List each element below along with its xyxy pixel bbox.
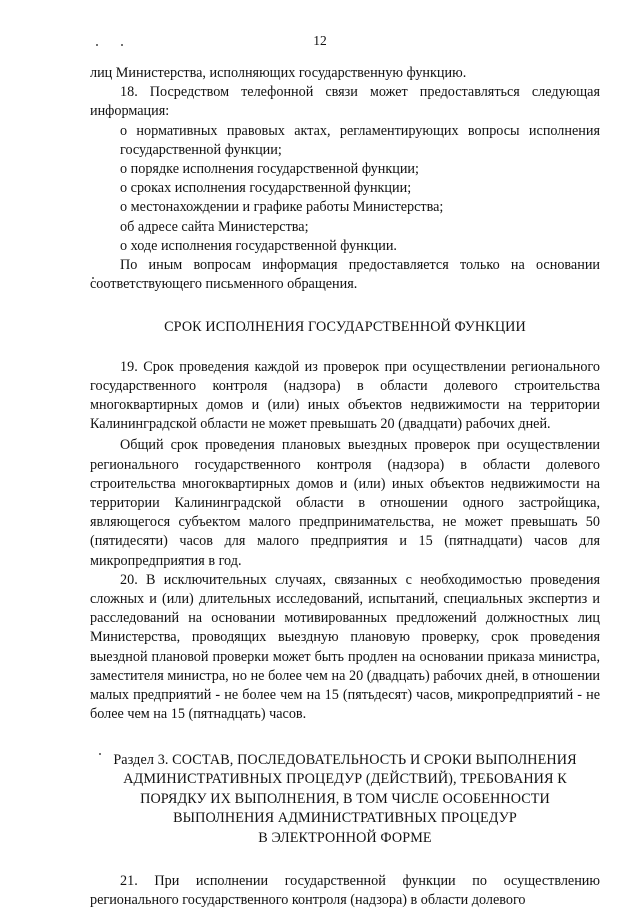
section-3-heading — [90, 751, 600, 849]
list-item: о порядке исполнения государственной функции; — [120, 161, 419, 178]
paragraph-21: 21. При исполнении государственной функции по осуществлению регионального государственного контроля (надзора) в области долевого — [90, 873, 600, 909]
section-deadline-heading — [90, 318, 600, 337]
scan-speck — [121, 44, 123, 46]
document-body — [90, 64, 600, 910]
section-3-heading-line: ВЫПОЛНЕНИЯ АДМИНИСТРАТИВНЫХ ПРОЦЕДУР — [173, 810, 517, 826]
list-item: о нормативных правовых актах, регламентирующих вопросы исполнения государственной функции; — [120, 122, 600, 158]
scan-speck — [96, 44, 98, 46]
paragraph-18-end: По иным вопросам информация предоставляется только на основании соответствующего письменного обращения. — [90, 257, 600, 293]
info-list — [90, 122, 600, 256]
paragraph-18-intro: 18. Посредством телефонной связи может предоставляться следующая информация: — [90, 84, 600, 120]
list-item: о местонахождении и графике работы Министерства; — [120, 199, 444, 216]
list-item: о сроках исполнения государственной функции; — [120, 180, 412, 197]
paragraph-continuation: лиц Министерства, исполняющих государственную функцию. — [90, 65, 467, 81]
paragraph-20: 20. В исключительных случаях, связанных с необходимостью проведения сложных и (или) длительных исследований, испытаний, специальных экспертиз и расследований на основании мотивированных предложений должностных лиц Министерства, проводящих выездную плановую проверку, срок проведения выездной плановой проверки может быть продлен на основании приказа министра, заместителя министра, но не более чем на 20 (двадцать) рабочих дней, в отношении малых предприятий - не более чем на 15 (пятьдесят) часов, микропредприятий - не более чем на 15 (пятнадцать) часов. — [90, 571, 600, 723]
page-number: 12 — [313, 33, 327, 48]
list-item: об адресе сайта Министерства; — [120, 218, 309, 235]
paragraph-19-second: Общий срок проведения плановых выездных проверок при осуществлении регионального государственного контроля (надзора) в области долевого строительства многоквартирных домов и (или) иных объектов недвижимости на территории Калининградской области в отношении одного застройщика, являющегося субъектом малого предпринимательства, не может превышать 50 (пятидесяти) часов для малого предприятия и 15 (пятнадцати) часов для микропредприятия в год. — [90, 437, 600, 569]
section-3-heading-line: АДМИНИСТРАТИВНЫХ ПРОЦЕДУР (ДЕЙСТВИЙ), ТРЕБОВАНИЯ К — [123, 771, 567, 787]
section-title: СРОК ИСПОЛНЕНИЯ ГОСУДАРСТВЕННОЙ ФУНКЦИИ — [164, 319, 526, 336]
paragraph-19: 19. Срок проведения каждой из проверок при осуществлении регионального государственного контроля (надзора) в области долевого строительства многоквартирных домов и (или) иных объектов недвижимости на территории Калининградской области не может превышать 20 (двадцати) рабочих дней. — [90, 358, 600, 433]
section-3-heading-line: ПОРЯДКУ ИХ ВЫПОЛНЕНИЯ, В ТОМ ЧИСЛЕ ОСОБЕННОСТИ — [140, 790, 550, 807]
section-3-heading-line: Раздел 3. СОСТАВ, ПОСЛЕДОВАТЕЛЬНОСТЬ И СРОКИ ВЫПОЛНЕНИЯ — [113, 751, 577, 768]
list-item: о ходе исполнения государственной функции. — [120, 237, 397, 254]
section-3-heading-line: В ЭЛЕКТРОННОЙ ФОРМЕ — [258, 829, 432, 846]
